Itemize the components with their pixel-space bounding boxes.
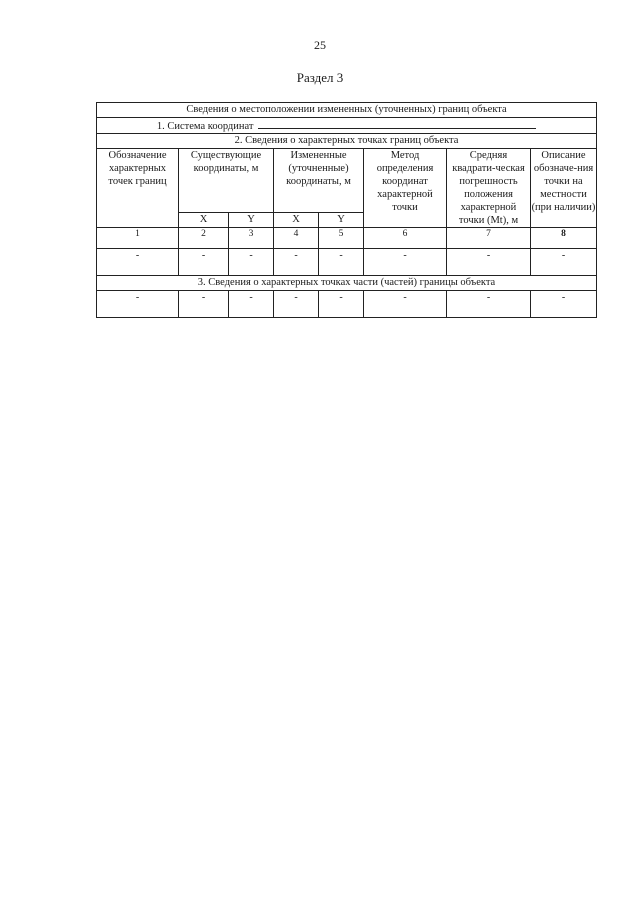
- table-cell: -: [179, 249, 229, 276]
- coord-system-row: [97, 118, 597, 134]
- header-rms-error: Средняя квадрати-ческая погрешность положения характерной точки (Mt), м: [447, 149, 531, 228]
- table-cell: -: [274, 249, 319, 276]
- column-number: 4: [274, 228, 319, 249]
- column-number-row: [97, 228, 597, 249]
- table-cell: -: [97, 291, 179, 318]
- subheader-x-existing: X: [179, 213, 229, 228]
- table-row: [97, 291, 597, 318]
- characteristic-points-label: 2. Сведения о характерных точках границ объекта: [97, 134, 597, 149]
- column-number: 1: [97, 228, 179, 249]
- part-points-row: [97, 276, 597, 291]
- characteristic-points-row: [97, 134, 597, 149]
- column-number: 6: [364, 228, 447, 249]
- column-number: 2: [179, 228, 229, 249]
- table-cell: -: [229, 249, 274, 276]
- table-title: Сведения о местоположении измененных (уточненных) границ объекта: [97, 103, 597, 118]
- column-number: 7: [447, 228, 531, 249]
- section-title: Раздел 3: [296, 70, 344, 85]
- table-title-row: [97, 103, 597, 118]
- page-number: 25: [314, 38, 326, 52]
- coord-system-label: 1. Система координат: [156, 121, 254, 132]
- column-number: 8: [531, 228, 597, 249]
- header-changed-coords: Измененные (уточненные) координаты, м: [274, 149, 364, 213]
- header-row: [97, 149, 597, 213]
- subheader-y-existing: Y: [229, 213, 274, 228]
- table-cell: -: [531, 291, 597, 318]
- header-method: Метод определения координат характерной точки: [364, 149, 447, 228]
- part-points-label: 3. Сведения о характерных точках части (частей) границы объекта: [97, 276, 597, 291]
- table-cell: -: [319, 291, 364, 318]
- table-cell: -: [274, 291, 319, 318]
- boundary-table: [96, 102, 597, 318]
- coord-system-cell: [97, 118, 597, 134]
- table-cell: -: [364, 249, 447, 276]
- table-row: [97, 249, 597, 276]
- table-cell: -: [447, 291, 531, 318]
- column-number: 5: [319, 228, 364, 249]
- table-cell: -: [531, 249, 597, 276]
- header-description: Описание обозначе-ния точки на местности (при наличии): [531, 149, 597, 228]
- table-cell: -: [447, 249, 531, 276]
- header-existing-coords: Существующие координаты, м: [179, 149, 274, 213]
- subheader-y-changed: Y: [319, 213, 364, 228]
- column-number: 3: [229, 228, 274, 249]
- table-cell: -: [319, 249, 364, 276]
- table-cell: -: [97, 249, 179, 276]
- subheader-x-changed: X: [274, 213, 319, 228]
- header-designation: Обозначение характерных точек границ: [97, 149, 179, 228]
- table-cell: -: [179, 291, 229, 318]
- table-cell: -: [229, 291, 274, 318]
- coord-system-fill-line: [258, 118, 536, 129]
- table-cell: -: [364, 291, 447, 318]
